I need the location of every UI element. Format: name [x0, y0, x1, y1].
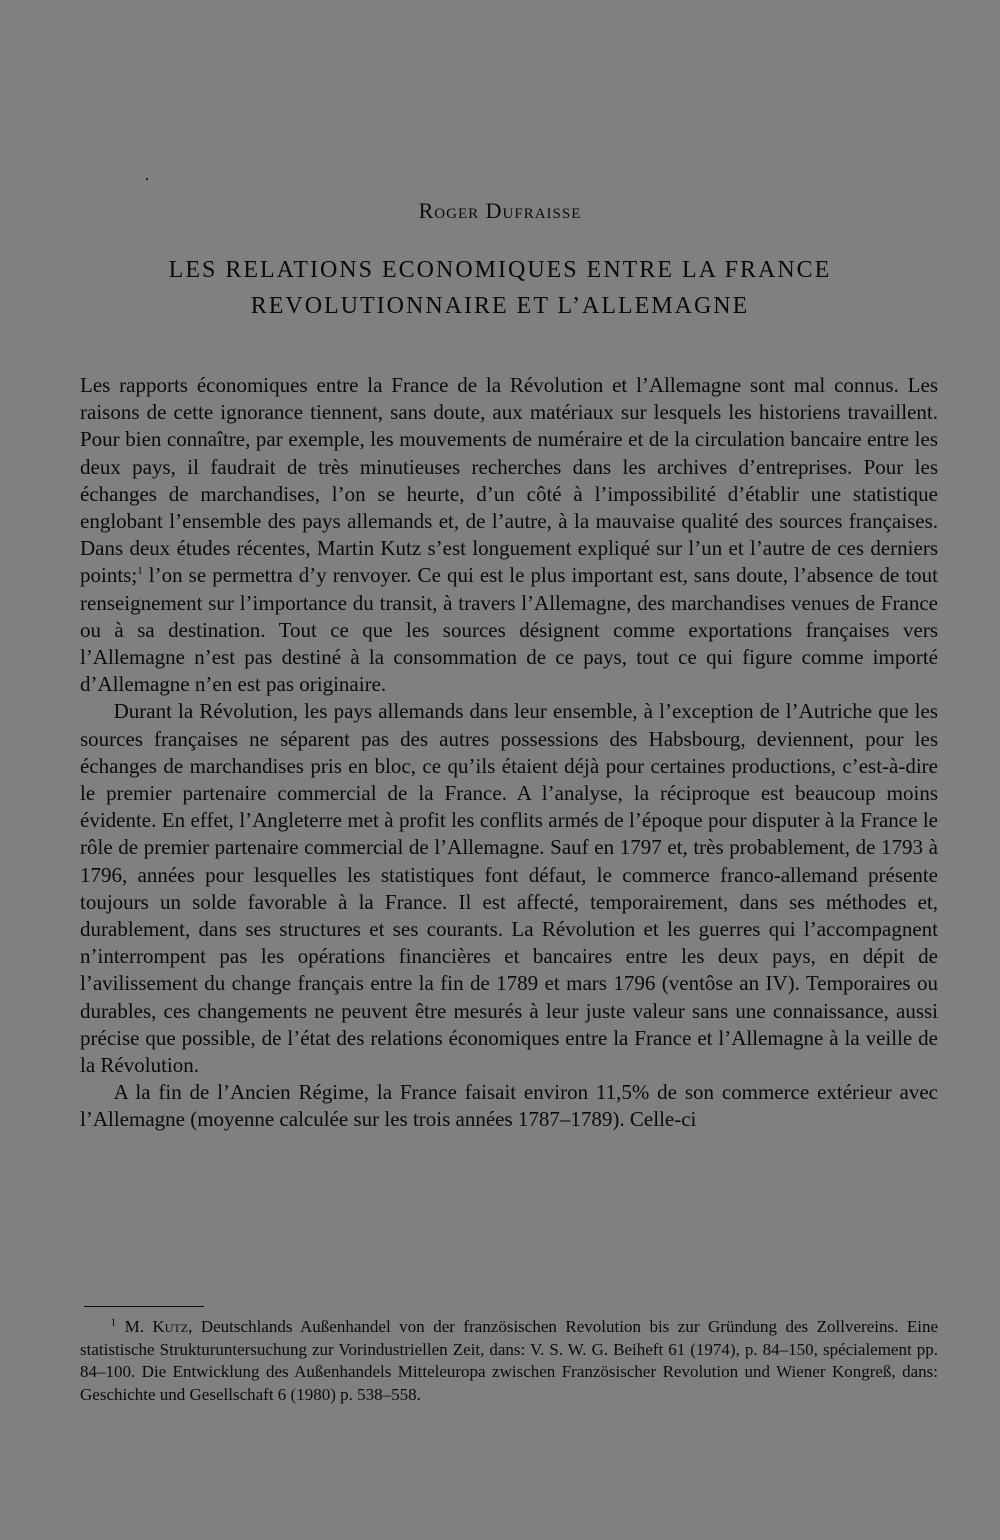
paragraph-1	[80, 372, 938, 698]
paragraph-1-part-1: Les rapports économiques entre la France de la Révolution et l’Allemagne sont mal connus. Les raisons de cette ignorance tiennent, sans doute, aux matériaux sur lesquels les historiens travaillent. Pour bien connaître, par exemple, les mouvements de numéraire et de la circulation bancaire entre les deux pays, il faudrait de très minutieuses recherches dans les archives d’entreprises. Pour les échanges de marchandises, l’on se heurte, d’un côté à l’impossibilité d’établir une statistique englobant l’ensemble des pays allemands et, de l’autre, à la mauvaise qualité des sources françaises. Dans deux études récentes, Martin Kutz s’est longuement expliqué sur l’un et l’autre de ces derniers points;	[80, 373, 938, 588]
footnote-separator	[84, 1306, 204, 1307]
footnotes	[80, 1316, 938, 1406]
footnote-reference: 1	[137, 565, 143, 578]
footnote-number: 1	[110, 1316, 117, 1329]
article-body	[80, 372, 938, 1134]
article-title	[60, 252, 940, 324]
stray-ink-mark	[146, 178, 148, 180]
title-line-2: REVOLUTIONNAIRE ET L’ALLEMAGNE	[250, 293, 750, 319]
paragraph-3: A la fin de l’Ancien Régime, la France faisait environ 11,5% de son commerce extérieur avec l’Allemagne (moyenne calculée sur les trois années 1787–1789). Celle-ci	[80, 1080, 938, 1132]
paragraph-2: Durant la Révolution, les pays allemands dans leur ensemble, à l’exception de l’Autriche que les sources françaises ne séparent pas des autres possessions des Habsbourg, deviennent, pour les échanges de marchandises pris en bloc, ce qu’ils étaient déjà pour certaines productions, c’est-à-dire le premier partenaire commercial de la France. A l’analyse, la réciproque est beaucoup moins évidente. En effet, l’Angleterre met à profit les conflits armés de l’époque pour disputer à la France le rôle de premier partenaire commercial de l’Allemagne. Sauf en 1797 et, très probablement, de 1793 à 1796, années pour lesquelles les statistiques font défaut, le commerce franco-allemand présente toujours un solde favorable à la France. Il est affecté, temporairement, dans ses méthodes et, durablement, dans ses structures et ses courants. La Révolution et les guerres qui l’accompagnent n’interrompent pas les opérations financières et bancaires entre les deux pays, en dépit de l’avilissement du change français entre la fin de 1789 et mars 1796 (ventôse an IV). Temporaires ou durables, ces changements ne peuvent être mesurés à leur juste valeur sans une connaissance, aussi précise que possible, de l’état des relations économiques entre la France et l’Allemagne à la veille de la Révolution.	[80, 699, 938, 1078]
author-name: Roger Dufraisse	[418, 198, 582, 223]
footnote-author: M. Kutz	[124, 1317, 189, 1336]
paragraph-1-part-2: l’on se permettra d’y renvoyer. Ce qui est le plus important est, sans doute, l’absence de tout renseignement sur l’importance du transit, à travers l’Allemagne, des marchandises venues de France ou à sa destination. Tout ce que les sources désignent comme exportations françaises vers l’Allemagne n’est pas destiné à la consommation de ce pays, tout ce qui figure comme importé d’Allemagne n’en est pas originaire.	[80, 563, 938, 697]
footnote-text: , Deutschlands Außenhandel von der französischen Revolution bis zur Gründung des Zollvereins. Eine statistische Strukturuntersuchung zur Vorindustriellen Zeit, dans: V. S. W. G. Beiheft 61 (1974), p. 84–150, spécialement pp. 84–100. Die Entwicklung des Außenhandels Mitteleuropa zwischen Französischer Revolution und Wiener Kongreß, dans: Geschichte und Gesellschaft 6 (1980) p. 538–558.	[80, 1317, 938, 1404]
title-line-1: LES RELATIONS ECONOMIQUES ENTRE LA FRANCE	[168, 257, 832, 283]
footnote-1	[80, 1316, 938, 1406]
